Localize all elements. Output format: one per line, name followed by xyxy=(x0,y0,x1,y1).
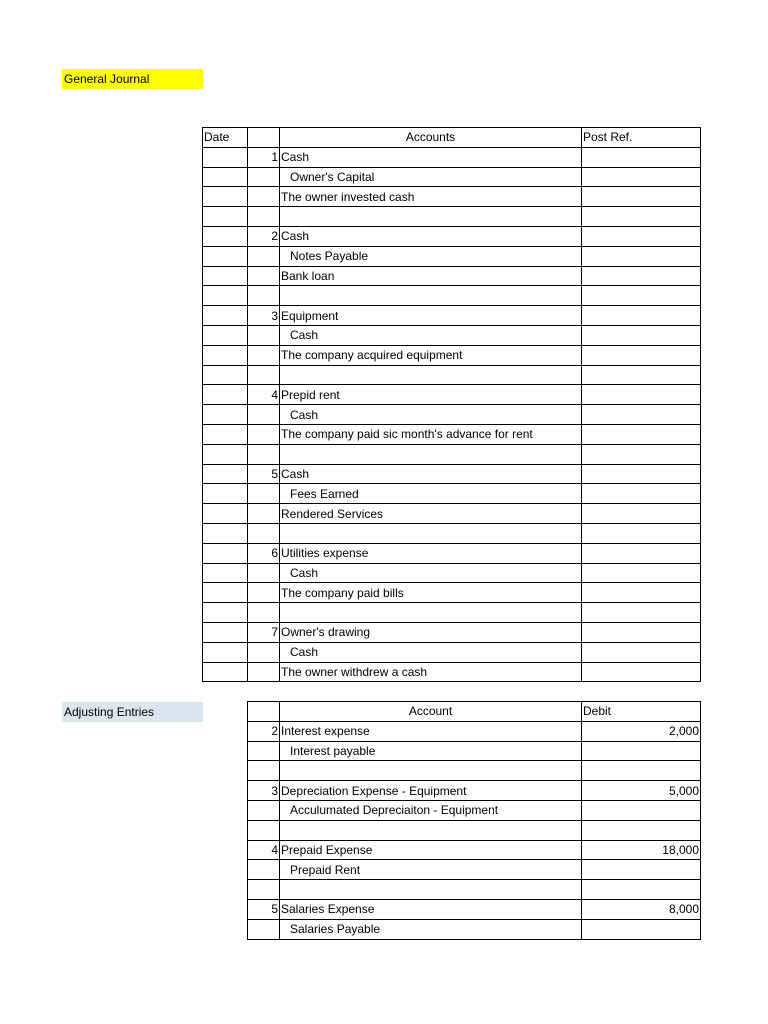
date-cell xyxy=(203,603,248,623)
account-cell: Depreciation Expense - Equipment xyxy=(280,781,582,801)
date-cell xyxy=(203,325,248,345)
post-ref-cell xyxy=(582,306,701,326)
post-ref-cell xyxy=(582,504,701,524)
entry-number-cell xyxy=(248,523,280,543)
journal-row xyxy=(203,246,701,266)
journal-row xyxy=(203,662,701,682)
entry-number-cell: 5 xyxy=(248,464,280,484)
post-ref-cell xyxy=(582,365,701,385)
journal-row xyxy=(203,365,701,385)
post-ref-cell xyxy=(582,207,701,227)
entry-number-cell: 2 xyxy=(248,226,280,246)
account-cell: Cash xyxy=(280,226,582,246)
journal-row xyxy=(203,226,701,246)
post-ref-cell xyxy=(582,187,701,207)
date-cell xyxy=(203,207,248,227)
adjusting-entries-table xyxy=(247,701,701,940)
post-ref-cell xyxy=(582,444,701,464)
date-cell xyxy=(203,484,248,504)
account-cell: Salaries Payable xyxy=(280,919,582,939)
post-ref-cell xyxy=(582,603,701,623)
date-cell xyxy=(203,444,248,464)
date-cell xyxy=(203,167,248,187)
account-cell: Fees Earned xyxy=(280,484,582,504)
journal-row xyxy=(203,147,701,167)
adjusting-entries-title: Adjusting Entries xyxy=(62,702,203,722)
journal-row xyxy=(203,405,701,425)
adjusting-row xyxy=(248,860,701,880)
debit-cell xyxy=(582,860,701,880)
post-ref-cell xyxy=(582,563,701,583)
debit-cell: 5,000 xyxy=(582,781,701,801)
entry-number-cell: 3 xyxy=(248,306,280,326)
post-ref-cell xyxy=(582,405,701,425)
post-ref-cell xyxy=(582,345,701,365)
account-cell: Bank loan xyxy=(280,266,582,286)
adjusting-row xyxy=(248,840,701,860)
date-cell xyxy=(203,147,248,167)
date-cell xyxy=(203,385,248,405)
post-ref-cell xyxy=(582,266,701,286)
entry-number-cell xyxy=(248,167,280,187)
account-cell: Equipment xyxy=(280,306,582,326)
post-ref-cell xyxy=(582,662,701,682)
account-cell xyxy=(280,444,582,464)
account-cell: Utilities expense xyxy=(280,543,582,563)
post-ref-cell xyxy=(582,424,701,444)
entry-number-cell xyxy=(248,662,280,682)
header-accounts: Accounts xyxy=(280,128,582,148)
debit-cell xyxy=(582,800,701,820)
entry-number-cell xyxy=(248,820,280,840)
journal-row xyxy=(203,345,701,365)
account-cell: Prepid rent xyxy=(280,385,582,405)
entry-number-cell: 6 xyxy=(248,543,280,563)
post-ref-cell xyxy=(582,286,701,306)
debit-cell xyxy=(582,820,701,840)
journal-row xyxy=(203,543,701,563)
entry-number-cell: 4 xyxy=(248,840,280,860)
post-ref-cell xyxy=(582,385,701,405)
date-cell xyxy=(203,306,248,326)
account-cell: The owner withdrew a cash xyxy=(280,662,582,682)
debit-cell xyxy=(582,880,701,900)
date-cell xyxy=(203,583,248,603)
entry-number-cell: 1 xyxy=(248,147,280,167)
date-cell xyxy=(203,187,248,207)
journal-row xyxy=(203,484,701,504)
journal-row xyxy=(203,563,701,583)
journal-row xyxy=(203,424,701,444)
journal-row xyxy=(203,187,701,207)
entry-number-cell xyxy=(248,345,280,365)
header-post-ref: Post Ref. xyxy=(582,128,701,148)
post-ref-cell xyxy=(582,484,701,504)
debit-cell xyxy=(582,919,701,939)
journal-row xyxy=(203,642,701,662)
date-cell xyxy=(203,226,248,246)
post-ref-cell xyxy=(582,642,701,662)
journal-row xyxy=(203,464,701,484)
header-number xyxy=(248,702,280,722)
account-cell: Notes Payable xyxy=(280,246,582,266)
account-cell xyxy=(280,603,582,623)
adjusting-row xyxy=(248,919,701,939)
journal-row xyxy=(203,167,701,187)
date-cell xyxy=(203,424,248,444)
date-cell xyxy=(203,662,248,682)
date-cell xyxy=(203,464,248,484)
entry-number-cell xyxy=(248,424,280,444)
entry-number-cell xyxy=(248,187,280,207)
journal-row xyxy=(203,603,701,623)
account-cell: The company paid sic month's advance for rent xyxy=(280,424,582,444)
adjusting-row xyxy=(248,721,701,741)
journal-row xyxy=(203,583,701,603)
account-cell: Acculumated Depreciaiton - Equipment xyxy=(280,800,582,820)
account-cell xyxy=(280,207,582,227)
adjusting-row xyxy=(248,761,701,781)
entry-number-cell xyxy=(248,860,280,880)
journal-row xyxy=(203,286,701,306)
entry-number-cell: 7 xyxy=(248,622,280,642)
date-cell xyxy=(203,563,248,583)
journal-row xyxy=(203,622,701,642)
account-cell: The company acquired equipment xyxy=(280,345,582,365)
general-journal-table xyxy=(202,127,701,682)
entry-number-cell xyxy=(248,504,280,524)
entry-number-cell xyxy=(248,741,280,761)
date-cell xyxy=(203,365,248,385)
adjusting-row xyxy=(248,820,701,840)
entry-number-cell xyxy=(248,761,280,781)
adjusting-row xyxy=(248,781,701,801)
account-cell: Interest expense xyxy=(280,721,582,741)
debit-cell: 18,000 xyxy=(582,840,701,860)
entry-number-cell xyxy=(248,603,280,623)
account-cell: Rendered Services xyxy=(280,504,582,524)
date-cell xyxy=(203,642,248,662)
account-cell: Cash xyxy=(280,563,582,583)
entry-number-cell xyxy=(248,880,280,900)
account-cell: The company paid bills xyxy=(280,583,582,603)
entry-number-cell xyxy=(248,266,280,286)
header-number xyxy=(248,128,280,148)
account-cell xyxy=(280,880,582,900)
post-ref-cell xyxy=(582,622,701,642)
adjusting-row xyxy=(248,899,701,919)
adjusting-row xyxy=(248,800,701,820)
post-ref-cell xyxy=(582,246,701,266)
account-cell: Prepaid Rent xyxy=(280,860,582,880)
post-ref-cell xyxy=(582,523,701,543)
date-cell xyxy=(203,543,248,563)
entry-number-cell xyxy=(248,286,280,306)
account-cell xyxy=(280,286,582,306)
entry-number-cell xyxy=(248,325,280,345)
post-ref-cell xyxy=(582,464,701,484)
post-ref-cell xyxy=(582,543,701,563)
account-cell xyxy=(280,523,582,543)
post-ref-cell xyxy=(582,226,701,246)
journal-row xyxy=(203,504,701,524)
post-ref-cell xyxy=(582,147,701,167)
account-cell xyxy=(280,820,582,840)
journal-row xyxy=(203,325,701,345)
journal-row xyxy=(203,306,701,326)
account-cell: Prepaid Expense xyxy=(280,840,582,860)
entry-number-cell xyxy=(248,405,280,425)
account-cell: Cash xyxy=(280,464,582,484)
account-cell: Cash xyxy=(280,147,582,167)
post-ref-cell xyxy=(582,583,701,603)
journal-row xyxy=(203,523,701,543)
adjusting-entries-header-row xyxy=(248,702,701,722)
account-cell: Cash xyxy=(280,405,582,425)
journal-row xyxy=(203,444,701,464)
entry-number-cell: 4 xyxy=(248,385,280,405)
account-cell: Owner's Capital xyxy=(280,167,582,187)
entry-number-cell xyxy=(248,207,280,227)
entry-number-cell xyxy=(248,642,280,662)
entry-number-cell xyxy=(248,583,280,603)
entry-number-cell: 2 xyxy=(248,721,280,741)
date-cell xyxy=(203,504,248,524)
general-journal-title: General Journal xyxy=(62,69,203,89)
date-cell xyxy=(203,246,248,266)
post-ref-cell xyxy=(582,167,701,187)
entry-number-cell xyxy=(248,444,280,464)
account-cell xyxy=(280,761,582,781)
account-cell: Salaries Expense xyxy=(280,899,582,919)
entry-number-cell xyxy=(248,246,280,266)
account-cell: Owner's drawing xyxy=(280,622,582,642)
debit-cell xyxy=(582,761,701,781)
debit-cell: 8,000 xyxy=(582,899,701,919)
date-cell xyxy=(203,286,248,306)
adjusting-row xyxy=(248,880,701,900)
account-cell: Cash xyxy=(280,325,582,345)
date-cell xyxy=(203,622,248,642)
post-ref-cell xyxy=(582,325,701,345)
entry-number-cell xyxy=(248,365,280,385)
entry-number-cell: 5 xyxy=(248,899,280,919)
date-cell xyxy=(203,345,248,365)
journal-row xyxy=(203,266,701,286)
date-cell xyxy=(203,405,248,425)
account-cell: The owner invested cash xyxy=(280,187,582,207)
entry-number-cell xyxy=(248,484,280,504)
entry-number-cell xyxy=(248,800,280,820)
debit-cell xyxy=(582,741,701,761)
header-account: Account xyxy=(280,702,582,722)
account-cell: Interest payable xyxy=(280,741,582,761)
account-cell: Cash xyxy=(280,642,582,662)
entry-number-cell xyxy=(248,919,280,939)
debit-cell: 2,000 xyxy=(582,721,701,741)
entry-number-cell: 3 xyxy=(248,781,280,801)
adjusting-row xyxy=(248,741,701,761)
account-cell xyxy=(280,365,582,385)
date-cell xyxy=(203,266,248,286)
journal-row xyxy=(203,207,701,227)
header-date: Date xyxy=(203,128,248,148)
entry-number-cell xyxy=(248,563,280,583)
journal-row xyxy=(203,385,701,405)
general-journal-header-row xyxy=(203,128,701,148)
date-cell xyxy=(203,523,248,543)
header-debit: Debit xyxy=(582,702,701,722)
